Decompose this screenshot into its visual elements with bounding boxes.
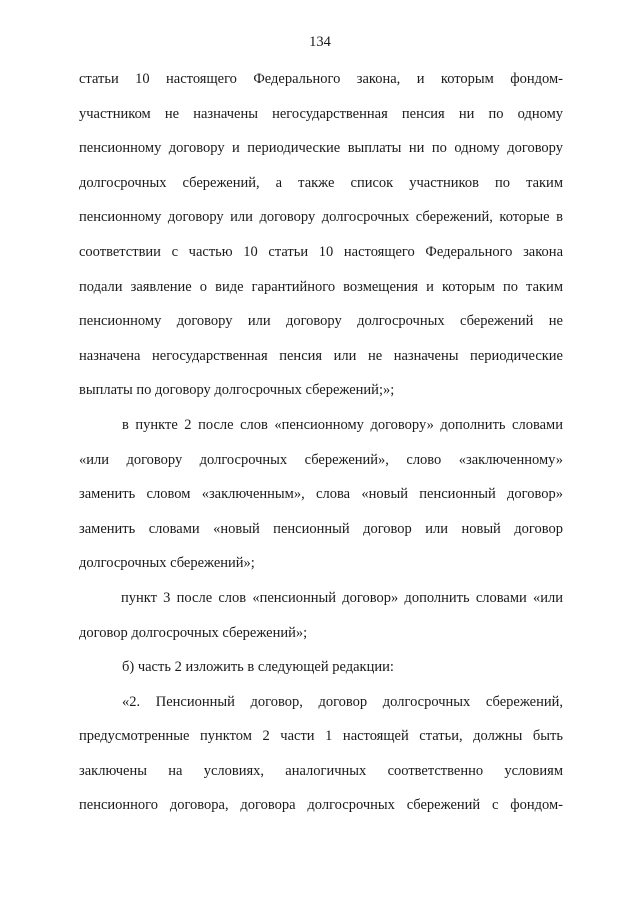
text-line: подали заявление о виде гарантийного возмещения и которым по таким	[79, 278, 563, 295]
text-line: «или договору долгосрочных сбережений», слово «заключенному»	[79, 451, 563, 468]
text-line: назначена негосударственная пенсия или не назначены периодические	[79, 347, 563, 364]
text-line: предусмотренные пунктом 2 части 1 настоящей статьи, должны быть	[79, 728, 563, 745]
paragraph-start-line: б) часть 2 изложить в следующей редакции:	[122, 659, 394, 676]
text-line: долгосрочных сбережений»;	[79, 555, 255, 572]
text-line: участником не назначены негосударственная пенсия ни по одному	[79, 105, 563, 122]
text-line: соответствии с частью 10 статьи 10 настоящего Федерального закона	[79, 243, 563, 260]
text-line: пенсионного договора, договора долгосрочных сбережений с фондом-	[79, 797, 563, 814]
text-line: заменить словами «новый пенсионный договор или новый договор	[79, 520, 563, 537]
paragraph-start-line: пункт 3 после слов «пенсионный договор» дополнить словами «или	[121, 589, 563, 606]
text-line: выплаты по договору долгосрочных сбережений;»;	[79, 382, 395, 399]
text-line: заключены на условиях, аналогичных соответственно условиям	[79, 762, 563, 779]
text-line: статьи 10 настоящего Федерального закона, и которым фондом-	[79, 71, 563, 87]
paragraph-start-line: в пункте 2 после слов «пенсионному договору» дополнить словами	[122, 416, 563, 433]
text-line: пенсионному договору или договору долгосрочных сбережений, которые в	[79, 209, 563, 226]
document-body	[79, 62, 563, 823]
page-number: 134	[309, 34, 331, 50]
text-line: пенсионному договору или договору долгосрочных сбережений не	[79, 313, 563, 330]
text-line: заменить словом «заключенным», слова «новый пенсионный договор»	[79, 486, 563, 503]
text-line: пенсионному договору и периодические выплаты ни по одному договору	[79, 140, 563, 157]
text-line: долгосрочных сбережений, а также список участников по таким	[79, 174, 563, 191]
text-line: договор долгосрочных сбережений»;	[79, 624, 308, 641]
paragraph-start-line: «2. Пенсионный договор, договор долгосрочных сбережений,	[122, 693, 563, 710]
